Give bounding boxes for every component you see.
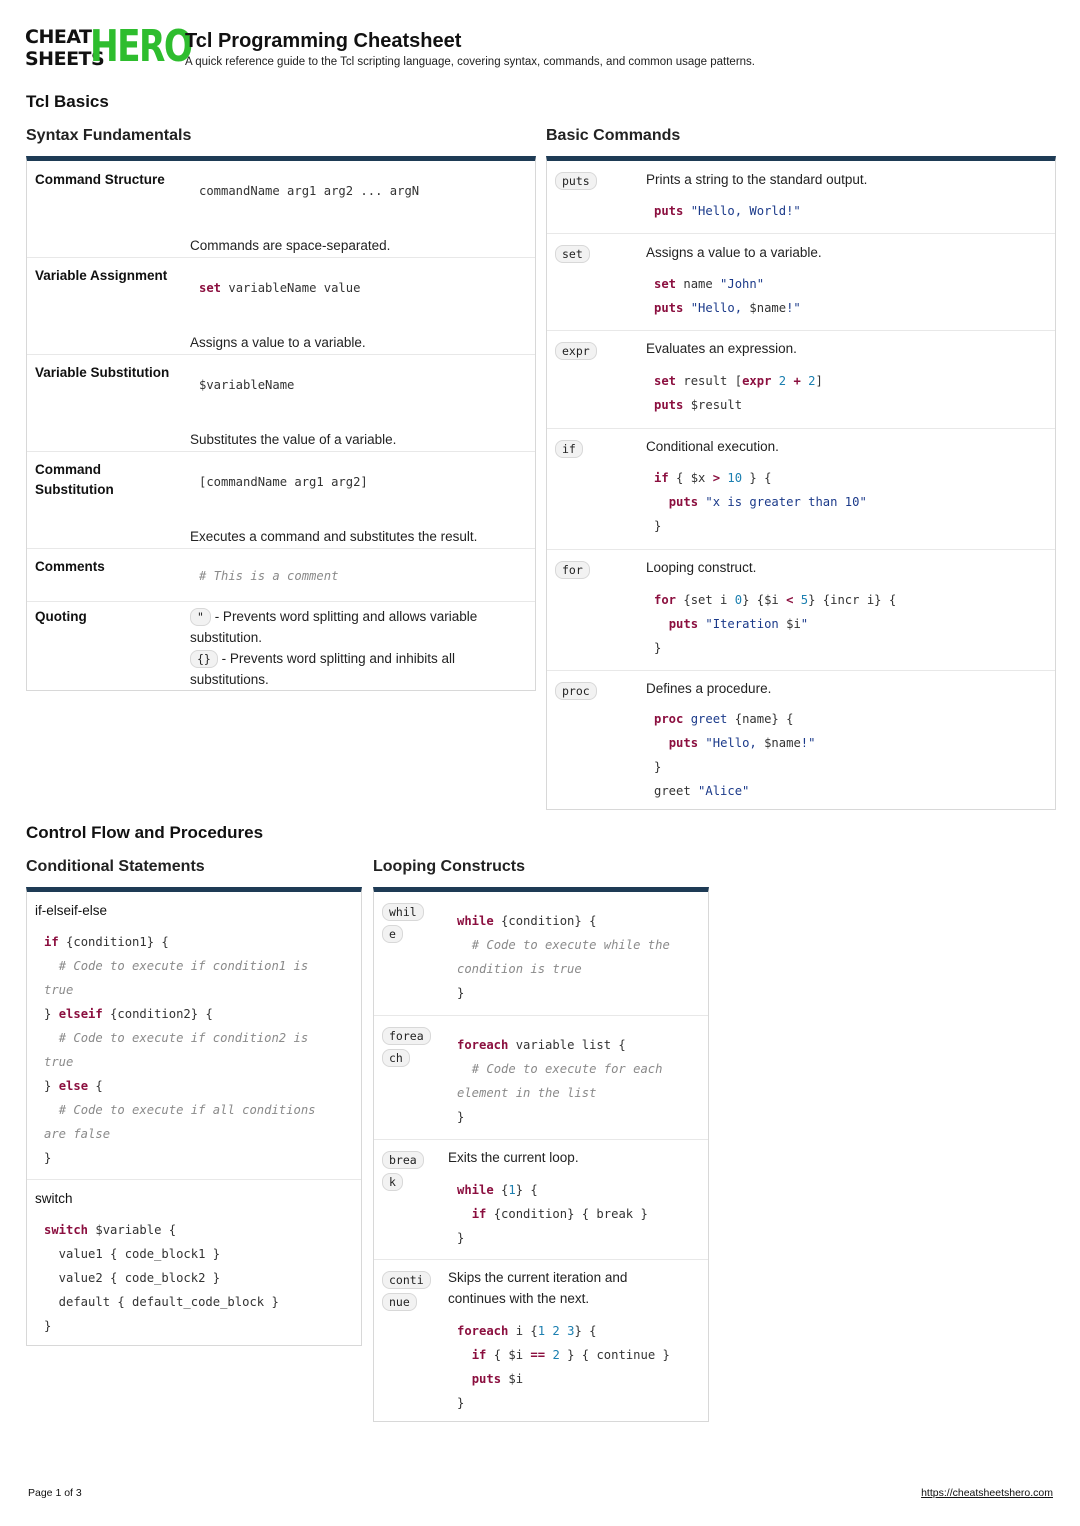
looping-constructs-title: Looping Constructs [373, 858, 525, 875]
tag-proc: proc [555, 682, 597, 700]
syntax-row [27, 355, 535, 452]
row-label: Variable Substitution [35, 365, 170, 380]
syntax-fundamentals-card [26, 156, 536, 691]
tag-expr: expr [555, 342, 597, 360]
code-snippet: if {condition1} { # Code to execute if condition1 is true } elseif {condition2} { # Code to execute if condition2 is true } else { # Code to execute if all conditions are false } [44, 935, 316, 1165]
syntax-fundamentals-title: Syntax Fundamentals [26, 127, 192, 144]
code-snippet: while {1} { if {condition} { break } } [457, 1183, 648, 1245]
code-snippet: foreach variable list { # Code to execute for each element in the list } [457, 1038, 663, 1124]
tag-while: whil e [382, 903, 424, 947]
code-snippet: while {condition} { # Code to execute while the condition is true } [457, 914, 670, 1000]
row-description: Prints a string to the standard output. [646, 172, 868, 187]
code-snippet: for {set i 0} {$i < 5} {incr i} { puts "Iteration $i" } [654, 593, 897, 655]
double-quote-pill: " [190, 608, 211, 626]
code-snippet: proc greet {name} { puts "Hello, $name!" } greet "Alice" [654, 712, 816, 798]
loop-row [374, 892, 708, 1016]
code-snippet: set name "John" puts "Hello, $name!" [654, 277, 801, 315]
code-snippet: [commandName arg1 arg2] [199, 475, 368, 489]
row-label: Quoting [35, 609, 87, 624]
syntax-row [27, 549, 535, 602]
tag-set: set [555, 245, 590, 263]
footer-link[interactable]: https://cheatsheetshero.com [921, 1487, 1053, 1499]
logo [25, 21, 192, 72]
row-description: Assigns a value to a variable. [190, 335, 366, 350]
loop-row [374, 1260, 708, 1420]
logo-text-top: CHEAT [25, 26, 92, 48]
code-snippet: foreach i {1 2 3} { if { $i == 2 } { continue } puts $i } [457, 1324, 670, 1410]
row-description: Evaluates an expression. [646, 341, 797, 356]
loop-row [374, 1140, 708, 1260]
row-description: Executes a command and substitutes the result. [190, 529, 478, 544]
code-snippet: set variableName value [199, 281, 361, 295]
conditional-statements-title: Conditional Statements [26, 858, 205, 875]
loop-row [374, 1016, 708, 1140]
row-description: Exits the current loop. [448, 1150, 579, 1165]
looping-constructs-card [373, 887, 709, 1422]
row-description: Conditional execution. [646, 439, 779, 454]
row-description: Defines a procedure. [646, 681, 772, 696]
tag-break: brea k [382, 1151, 424, 1195]
page-number: Page 1 of 3 [28, 1487, 82, 1499]
row-description: Substitutes the value of a variable. [190, 432, 397, 447]
conditional-row [27, 1180, 361, 1340]
row-label: Comments [35, 559, 105, 574]
logo-text-bottom: SHEETS [25, 48, 105, 70]
code-snippet: puts "Hello, World!" [654, 204, 801, 218]
section-title-tcl-basics: Tcl Basics [26, 92, 109, 111]
basic-commands-title: Basic Commands [546, 127, 681, 144]
tag-if: if [555, 440, 583, 458]
command-row [547, 550, 1055, 671]
code-snippet: switch $variable { value1 { code_block1 } value2 { code_block2 } default { default_code_block } } [44, 1223, 279, 1333]
code-comment: # This is a comment [199, 569, 339, 583]
command-row [547, 429, 1055, 550]
braces-pill: {} [190, 650, 218, 668]
logo-text-hero: HERO [90, 21, 192, 72]
row-description: Assigns a value to a variable. [646, 245, 822, 260]
row-label: Command Structure [35, 172, 165, 187]
quoting-description: " - Prevents word splitting and allows variable substitution. {} - Prevents word splitting and inhibits all substitutions. [190, 609, 478, 687]
row-description: Commands are space-separated. [190, 238, 391, 253]
code-snippet: set result [expr 2 + 2] puts $result [654, 374, 823, 412]
tag-for: for [555, 561, 590, 579]
row-label: if-elseif-else [35, 903, 108, 918]
code-snippet: commandName arg1 arg2 ... argN [199, 184, 420, 198]
code-snippet: $variableName [199, 378, 295, 392]
row-label: Command Substitution [35, 462, 114, 497]
page-title: Tcl Programming Cheatsheet [185, 30, 462, 52]
row-label: Variable Assignment [35, 268, 168, 283]
basic-commands-card [546, 156, 1056, 810]
tag-foreach: forea ch [382, 1027, 431, 1071]
tag-puts: puts [555, 172, 597, 190]
conditional-statements-card [26, 887, 362, 1346]
syntax-row [27, 258, 535, 355]
conditional-row [27, 892, 361, 1180]
command-row [547, 161, 1055, 234]
syntax-row [27, 161, 535, 258]
row-label: switch [35, 1191, 73, 1206]
syntax-row [27, 602, 535, 696]
code-snippet: if { $x > 10 } { puts "x is greater than 10" } [654, 471, 867, 533]
row-description: Skips the current iteration and continues with the next. [448, 1270, 628, 1306]
row-description: Looping construct. [646, 560, 757, 575]
page-subtitle: A quick reference guide to the Tcl scripting language, covering syntax, commands, and common usage patterns. [185, 56, 755, 68]
command-row [547, 671, 1055, 811]
section-title-control-flow: Control Flow and Procedures [26, 823, 264, 842]
command-row [547, 331, 1055, 429]
tag-continue: conti nue [382, 1271, 431, 1315]
command-row [547, 234, 1055, 331]
syntax-row [27, 452, 535, 549]
